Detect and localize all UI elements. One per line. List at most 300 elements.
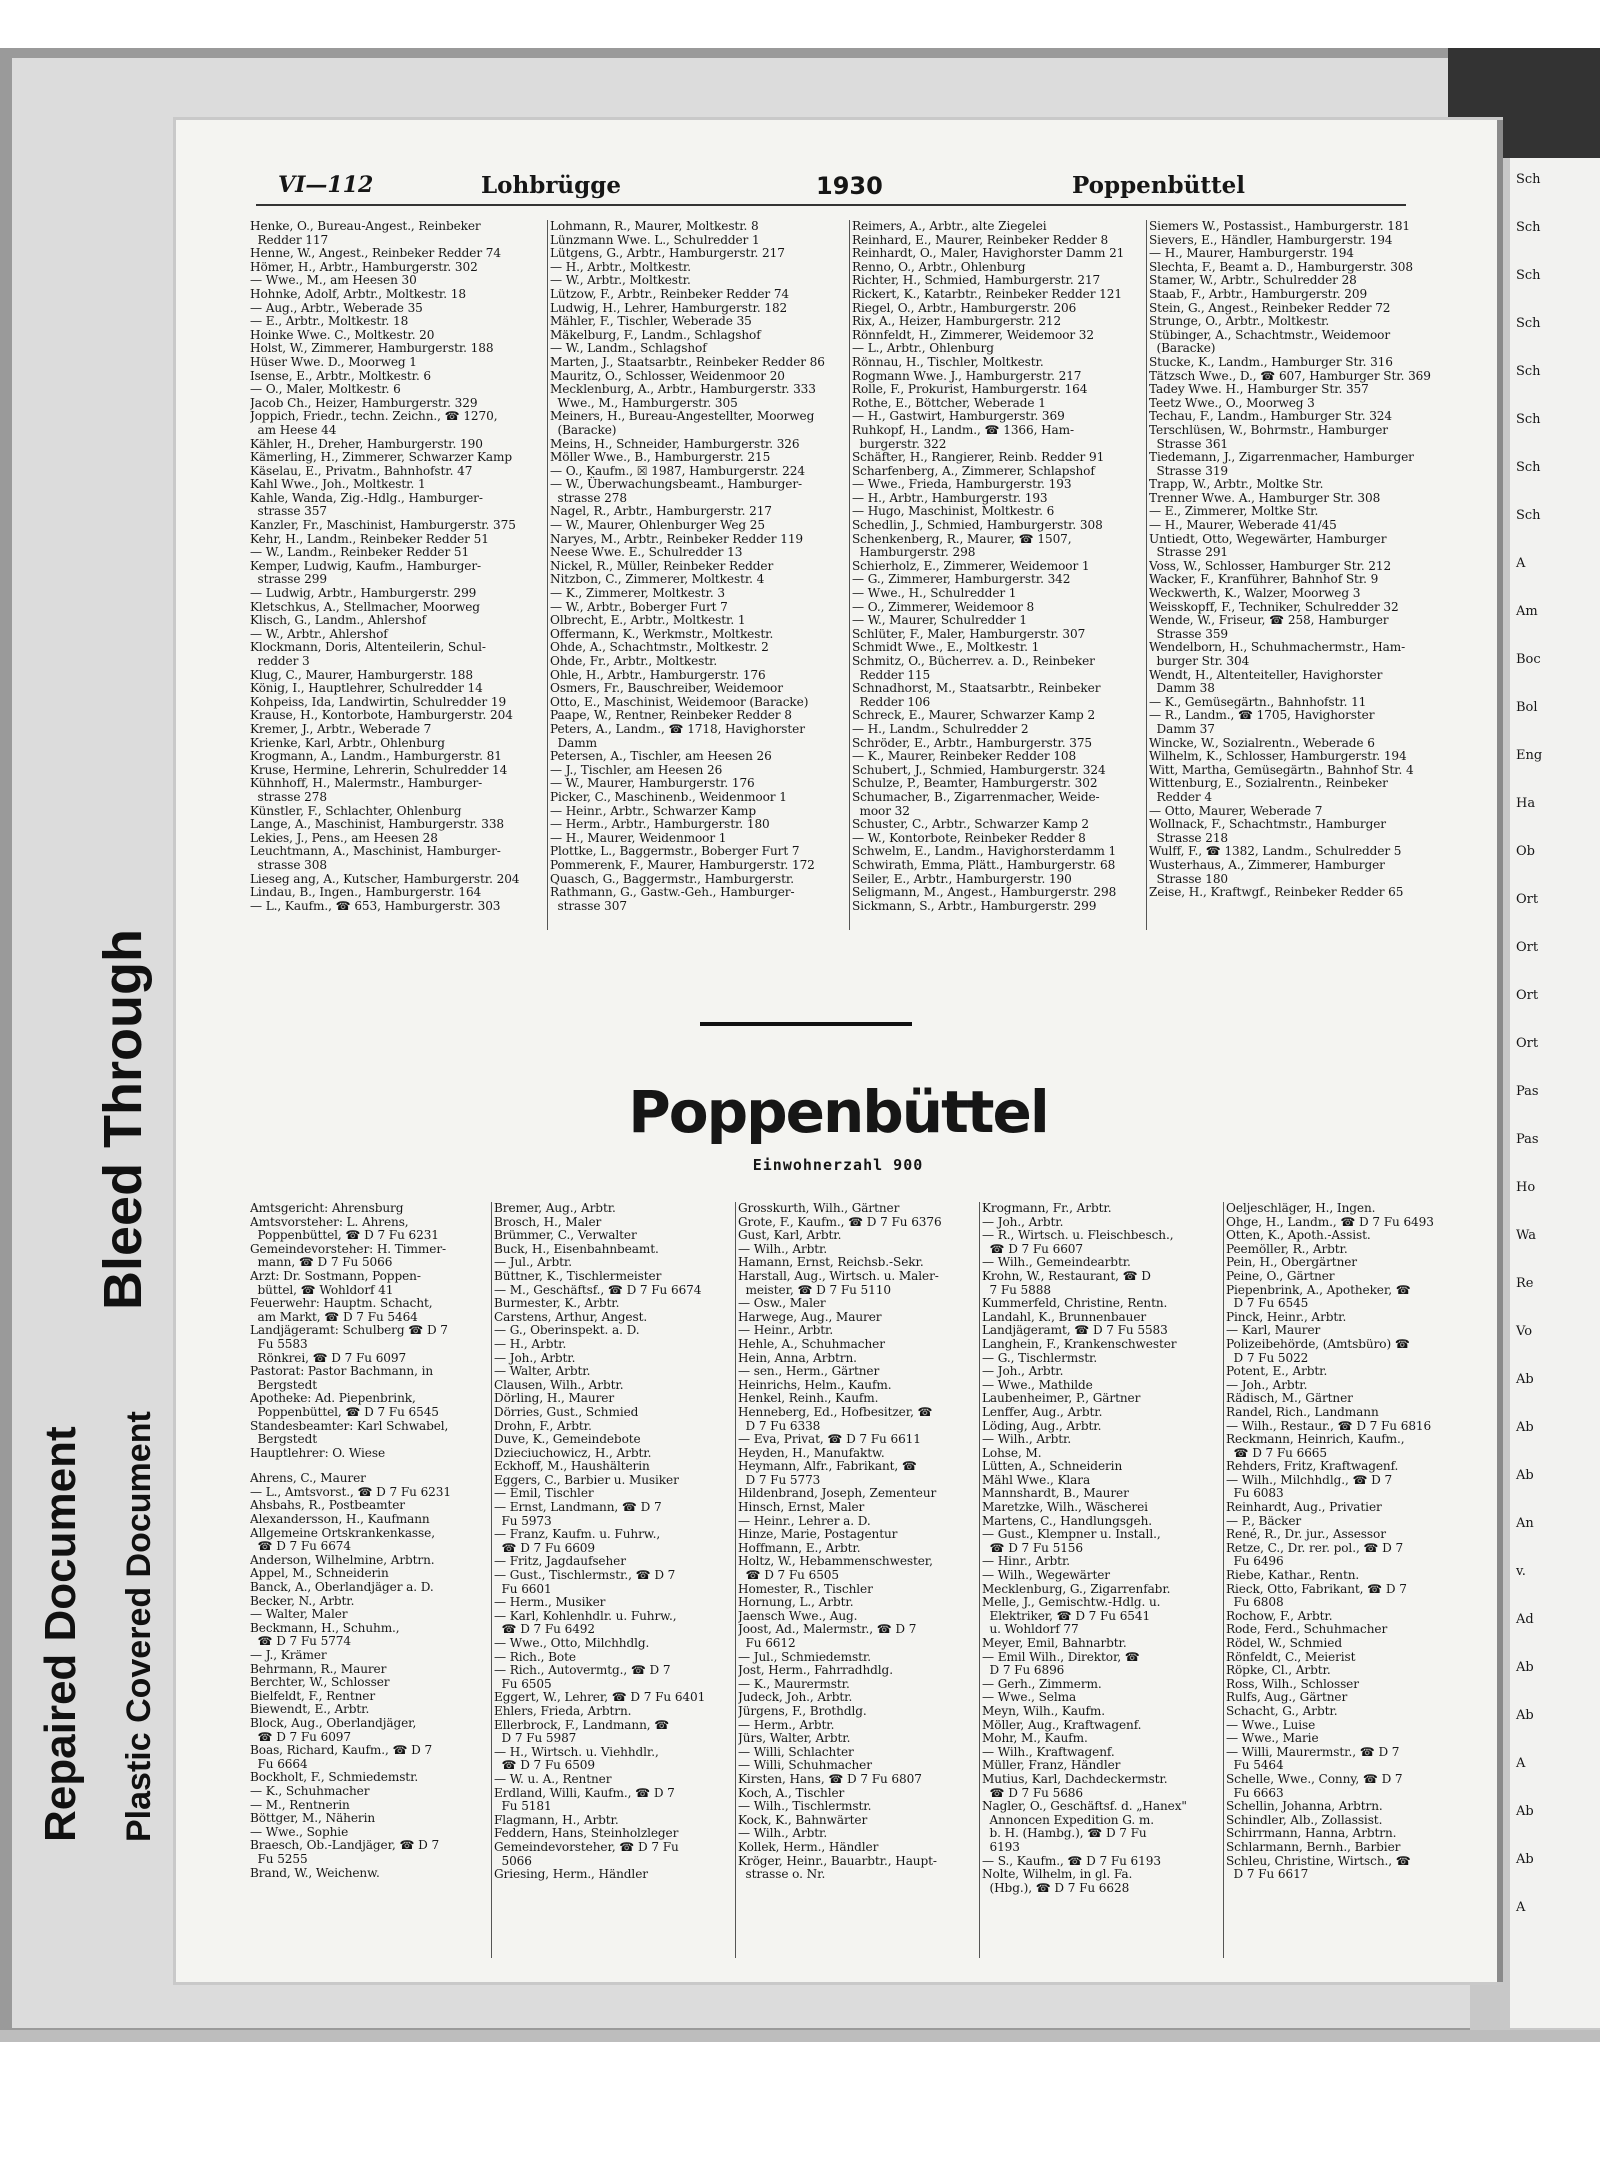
directory-entry-line: Fu 5181 [494, 1799, 552, 1814]
directory-entry-line: — Emil Wilh., Direktor, ☎ [982, 1649, 1140, 1664]
directory-entry-line: — Gust., Tischlermstr., ☎ D 7 [494, 1568, 676, 1583]
directory-entry-line: Standesbeamter: Karl Schwabel, [250, 1418, 449, 1433]
directory-entry-line: — Eva, Privat, ☎ D 7 Fu 6611 [738, 1432, 921, 1447]
directory-entry-line: — Aug., Arbtr., Weberade 35 [250, 300, 423, 315]
directory-entry-line: Stamer, W., Arbtr., Schulredder 28 [1149, 273, 1357, 288]
directory-entry-line: Weisskopff, F., Techniker, Schulredder 32 [1149, 599, 1399, 614]
directory-entry-line: Weckwerth, K., Walzer, Moorweg 3 [1149, 586, 1361, 601]
directory-entry-line: — H., Arbtr., Moltkestr. [550, 259, 691, 274]
directory-entry-line: — H., Gastwirt, Hamburgerstr. 369 [852, 409, 1065, 424]
directory-entry-line: Schindler, Alb., Zollassist. [1226, 1812, 1383, 1827]
directory-entry-line: — Gerh., Zimmerm. [982, 1676, 1102, 1691]
directory-entry-line: Strasse 319 [1149, 463, 1229, 478]
directory-entry-line: Rönnau, H., Tischler, Moltkestr. [852, 354, 1044, 369]
directory-entry-line: Schulze, P., Beamter, Hamburgerstr. 302 [852, 776, 1098, 791]
directory-entry-line: Anderson, Wilhelmine, Arbtrn. [250, 1552, 435, 1567]
directory-entry-line: Elektriker, ☎ D 7 Fu 6541 [982, 1608, 1151, 1623]
directory-entry-line: Wusterhaus, A., Zimmerer, Hamburger [1149, 857, 1385, 872]
facing-page-fragment: Sch [1516, 412, 1541, 427]
column-divider [979, 1202, 980, 1958]
directory-entry-line: Lohse, M. [982, 1445, 1042, 1460]
directory-entry-line: Hinze, Marie, Postagentur [738, 1527, 898, 1542]
directory-entry-line: — O., Kaufm., ☒ 1987, Hamburgerstr. 224 [550, 463, 805, 478]
directory-entry-line: Fu 6083 [1226, 1486, 1284, 1501]
facing-page-fragment: A [1516, 1900, 1526, 1915]
directory-entry-line: Holst, W., Zimmerer, Hamburgerstr. 188 [250, 341, 494, 356]
facing-page-fragment: Eng [1516, 748, 1543, 763]
directory-entry-line: ☎ D 7 Fu 6492 [494, 1622, 595, 1637]
directory-entry-line: — Gust., Klempner u. Install., [982, 1527, 1161, 1542]
directory-entry-line: Ross, Wilh., Schlosser [1226, 1676, 1359, 1691]
directory-entry-line: u. Wohldorf 77 [982, 1622, 1079, 1637]
directory-entry-line: Kahl Wwe., Joh., Moltkestr. 1 [250, 477, 426, 492]
directory-entry-line: — W., Arbtr., Ahlershof [250, 626, 388, 641]
facing-page-fragment: A [1516, 556, 1526, 571]
directory-entry-line: Brosch, H., Maler [494, 1214, 602, 1229]
directory-entry-line: Lieseg ang, A., Kutscher, Hamburgerstr. 204 [250, 871, 520, 886]
directory-entry-line: Fu 6612 [738, 1636, 796, 1650]
directory-entry-line: — Wwe., Frieda, Hamburgerstr. 193 [852, 477, 1072, 492]
directory-entry-line: Amtsvorsteher: L. Ahrens, [250, 1214, 409, 1229]
directory-entry-line: — Ernst, Landmann, ☎ D 7 [494, 1500, 662, 1515]
directory-entry-line: — Jul., Arbtr. [494, 1255, 572, 1270]
directory-entry-line: Poppenbüttel, ☎ D 7 Fu 6231 [250, 1228, 439, 1243]
directory-entry-line: Schröder, E., Arbtr., Hamburgerstr. 375 [852, 735, 1093, 750]
directory-entry-line: Redder 4 [1149, 789, 1212, 804]
directory-entry-line: Petersen, A., Tischler, am Heesen 26 [550, 749, 772, 764]
directory-entry-line: Mähl Wwe., Klara [982, 1472, 1091, 1487]
scanner-bottom-edge [0, 2030, 1600, 2042]
directory-entry-line: Löding, Aug., Arbtr. [982, 1418, 1102, 1433]
directory-entry-line: Mäkelburg, F., Landm., Schlagshof [550, 327, 761, 342]
directory-entry-line: ☎ D 7 Fu 6665 [1226, 1445, 1327, 1460]
directory-entry-line: Slechta, F., Beamt a. D., Hamburgerstr. 308 [1149, 259, 1413, 274]
directory-entry-line: — W. u. A., Rentner [494, 1771, 612, 1786]
directory-entry-line: Clausen, Wilh., Arbtr. [494, 1377, 624, 1392]
directory-entry-line: — Willi, Schlachter [738, 1744, 854, 1759]
directory-entry-line: Mecklenburg, G., Zigarrenfabr. [982, 1581, 1171, 1596]
directory-entry-line: Kremer, J., Arbtr., Weberade 7 [250, 721, 432, 736]
directory-entry-line: Landjägeramt: Schulberg ☎ D 7 [250, 1323, 448, 1338]
directory-entry-line: — J., Krämer [250, 1648, 327, 1662]
directory-entry-line: Wendelborn, H., Schuhmachermstr., Ham- [1149, 640, 1406, 655]
directory-entry-line: Heyden, H., Manufaktw. [738, 1445, 885, 1460]
directory-entry-line: — K., Zimmerer, Moltkestr. 3 [550, 586, 725, 601]
directory-entry-line: Kahle, Wanda, Zig.-Hdlg., Hamburger- [250, 490, 483, 505]
directory-entry-line: Maretzke, Wilh., Wäscherei [982, 1500, 1148, 1515]
directory-entry-line: Heinrichs, Helm., Kaufm. [738, 1377, 892, 1392]
directory-entry-line: Eckhoff, M., Haushälterin [494, 1459, 650, 1474]
facing-page-fragment: Ort [1516, 988, 1539, 1003]
directory-entry-line: burger Str. 304 [1149, 654, 1250, 668]
directory-entry-line: Krogmann, A., Landm., Hamburgerstr. 81 [250, 749, 502, 764]
directory-entry-line: Fu 5973 [494, 1513, 552, 1528]
directory-entry-line: Gemeindevorsteher, ☎ D 7 Fu [494, 1839, 679, 1854]
directory-entry-line: — Hugo, Maschinist, Moltkestr. 6 [852, 504, 1055, 519]
plastic-covered-label: Plastic Covered Document [120, 1411, 158, 1842]
facing-page-fragment: Ha [1516, 796, 1536, 811]
directory-entry-line: Klug, C., Maurer, Hamburgerstr. 188 [250, 667, 473, 682]
facing-page-fragment: Ort [1516, 1036, 1539, 1051]
directory-entry-line: Ahsbahs, R., Postbeamter [250, 1498, 405, 1513]
directory-entry-line: Schumacher, B., Zigarrenmacher, Weide- [852, 789, 1100, 804]
directory-entry-line: Rieck, Otto, Fabrikant, ☎ D 7 [1226, 1581, 1407, 1596]
directory-entry-line: Feddern, Hans, Steinholzleger [494, 1826, 679, 1841]
directory-entry-line: (Baracke) [550, 422, 617, 437]
directory-entry-line: Rädisch, M., Gärtner [1226, 1391, 1353, 1406]
directory-entry-line: Reimers, A., Arbtr., alte Ziegelei [852, 220, 1047, 233]
directory-entry-line: Rochow, F., Arbtr. [1226, 1608, 1333, 1623]
directory-entry-line: Eggert, W., Lehrer, ☎ D 7 Fu 6401 [494, 1690, 706, 1705]
directory-entry-line: Hamann, Ernst, Reichsb.-Sekr. [738, 1255, 924, 1270]
directory-entry-line: Nolte, Wilhelm, in gl. Fa. [982, 1867, 1133, 1882]
directory-entry-line: — W., Maurer, Ohlenburger Weg 25 [550, 518, 765, 533]
facing-page-fragment: Sch [1516, 268, 1541, 283]
directory-entry-line: Lekies, J., Pens., am Heesen 28 [250, 830, 438, 845]
facing-page-fragment: Ab [1516, 1468, 1534, 1483]
directory-entry-line: burgerstr. 322 [852, 436, 947, 451]
directory-entry-line: — W., Maurer, Hamburgerstr. 176 [550, 776, 755, 791]
directory-entry-line: Harstall, Aug., Wirtsch. u. Maler- [738, 1268, 939, 1283]
directory-entry-line: Leuchtmann, A., Maschinist, Hamburger- [250, 844, 501, 859]
directory-entry-line: Neese Wwe. E., Schulredder 13 [550, 545, 743, 560]
directory-entry-line: Eggers, C., Barbier u. Musiker [494, 1472, 679, 1487]
directory-entry-line: Schleu, Christine, Wirtsch., ☎ [1226, 1853, 1411, 1868]
directory-entry-line: strasse 278 [250, 789, 327, 804]
directory-entry-line: strasse 307 [550, 898, 627, 913]
directory-entry-line: — sen., Herm., Gärtner [738, 1364, 880, 1379]
directory-entry-line: Kämerling, H., Zimmerer, Schwarzer Kamp [250, 450, 513, 465]
directory-entry-line: Bergstedt [250, 1377, 317, 1392]
directory-entry-line: Joppich, Friedr., techn. Zeichn., ☎ 1270, [250, 409, 498, 424]
facing-page-fragment: A [1516, 1756, 1526, 1771]
directory-entry-line: D 7 Fu 5773 [738, 1472, 821, 1487]
facing-page-fragment: Pas [1516, 1132, 1539, 1147]
directory-entry-line: Nickel, R., Müller, Reinbeker Redder [550, 558, 774, 573]
directory-entry-line: — Emil, Tischler [494, 1486, 594, 1501]
directory-entry-line: Rönnfeldt, H., Zimmerer, Weidemoor 32 [852, 327, 1094, 342]
directory-entry-line: Lenffer, Aug., Arbtr. [982, 1404, 1103, 1419]
directory-entry-line: Hoinke Wwe. C., Moltkestr. 20 [250, 327, 435, 342]
directory-entry-line: Hornung, L., Arbtr. [738, 1595, 854, 1610]
directory-entry-line: Randel, Rich., Landmann [1226, 1404, 1379, 1419]
directory-entry-line: — Wwe., M., am Heesen 30 [250, 273, 417, 288]
directory-entry-line: Bockholt, F., Schmiedemstr. [250, 1770, 419, 1785]
directory-entry-line: — Walter, Maler [250, 1607, 348, 1622]
directory-entry-line: Rödel, W., Schmied [1226, 1636, 1342, 1650]
directory-entry-line: Bremer, Aug., Arbtr. [494, 1202, 616, 1215]
facing-page-fragment: Ab [1516, 1804, 1534, 1819]
directory-entry-line: Reinhardt, O., Maler, Havighorster Damm 21 [852, 246, 1125, 261]
directory-entry-line: Schwelm, E., Landm., Havighorsterdamm 1 [852, 844, 1117, 859]
header-rule [256, 204, 1406, 206]
directory-entry-line: Böttger, M., Näherin [250, 1811, 376, 1826]
directory-entry-line: Burmester, K., Arbtr. [494, 1296, 620, 1311]
directory-entry-line: Olbrecht, E., Arbtr., Moltkestr. 1 [550, 613, 746, 628]
directory-entry-line: Künstler, F., Schlachter, Ohlenburg [250, 803, 462, 818]
directory-entry-line: Mutius, Karl, Dachdeckermstr. [982, 1771, 1168, 1786]
directory-entry-line: Meiners, H., Bureau-Angestellter, Moorweg [550, 409, 815, 424]
directory-entry-line: Zeise, H., Kraftwgf., Reinbeker Redder 65 [1149, 885, 1404, 900]
directory-entry-line: — G., Tischlermstr. [982, 1350, 1098, 1365]
directory-entry-line: Rönfeldt, C., Meierist [1226, 1649, 1356, 1664]
directory-entry-line: Wulff, F., ☎ 1382, Landm., Schulredder 5 [1149, 844, 1402, 859]
section-title: Poppenbüttel [628, 1078, 1048, 1146]
directory-entry-line: Schwirath, Emma, Plätt., Hamburgerstr. 68 [852, 857, 1116, 872]
directory-entry-line: büttel, ☎ Wohldorf 41 [250, 1282, 394, 1297]
facing-page-fragment: Sch [1516, 508, 1541, 523]
directory-entry-line: Büttner, K., Tischlermeister [494, 1268, 662, 1283]
bottom-column-4 [982, 1202, 1222, 1895]
facing-page-fragment: Ad [1516, 1612, 1534, 1627]
directory-entry-line: Fu 5255 [250, 1851, 308, 1866]
directory-entry-line: Poppenbüttel, ☎ D 7 Fu 6545 [250, 1404, 439, 1419]
directory-entry-line: Dörling, H., Maurer [494, 1391, 614, 1406]
directory-entry-line: — H., Wirtsch. u. Viehhdlr., [494, 1744, 659, 1759]
directory-entry-line: Pastorat: Pastor Bachmann, in [250, 1364, 434, 1379]
directory-entry-line: Banck, A., Oberlandjäger a. D. [250, 1580, 434, 1595]
directory-entry-line: (Baracke) [1149, 341, 1216, 356]
directory-entry-line: Hüser Wwe. D., Moorweg 1 [250, 354, 417, 369]
directory-entry-line: Wwe., M., Hamburgerstr. 305 [550, 395, 738, 410]
directory-entry-line: Rathmann, G., Gastw.-Geh., Hamburger- [550, 885, 795, 900]
facing-page-fragment: Boc [1516, 652, 1541, 667]
directory-entry-line: Meyer, Emil, Bahnarbtr. [982, 1636, 1127, 1650]
directory-entry-line: — E., Zimmerer, Moltke Str. [1149, 504, 1319, 519]
directory-entry-line: Naryes, M., Arbtr., Reinbeker Redder 119 [550, 531, 804, 546]
directory-entry-line: Krohn, W., Restaurant, ☎ D [982, 1268, 1151, 1283]
directory-entry-line: — Herm., Arbtr., Hamburgerstr. 180 [550, 817, 770, 832]
directory-entry-line: — R., Landm., ☎ 1705, Havighorster [1149, 708, 1375, 723]
directory-entry-line: strasse 357 [250, 504, 327, 519]
directory-entry-line: Lünzmann Wwe. L., Schulredder 1 [550, 232, 760, 247]
header-right-town: Poppenbüttel [1072, 172, 1245, 199]
directory-entry-line: Dörries, Gust., Schmied [494, 1404, 639, 1419]
directory-entry-line: — H., Landm., Schulredder 2 [852, 721, 1029, 736]
directory-entry-line: Stucke, K., Landm., Hamburger Str. 316 [1149, 354, 1393, 369]
facing-page-fragment: Sch [1516, 220, 1541, 235]
directory-entry-line: strasse 308 [250, 857, 327, 872]
directory-entry-line: Becker, N., Arbtr. [250, 1593, 355, 1608]
facing-page-fragment: Sch [1516, 364, 1541, 379]
directory-entry-line: Möller Wwe., B., Hamburgerstr. 215 [550, 450, 771, 465]
facing-page-fragment: Ab [1516, 1420, 1534, 1435]
directory-entry-line: Gemeindevorsteher: H. Timmer- [250, 1241, 446, 1256]
directory-entry-line: Schellin, Johanna, Arbtrn. [1226, 1799, 1383, 1814]
directory-entry-line: Allgemeine Ortskrankenkasse, [250, 1525, 435, 1540]
directory-entry-line: Isense, E., Arbtr., Moltkestr. 6 [250, 368, 432, 383]
directory-entry-line: — Joh., Arbtr. [494, 1350, 576, 1365]
directory-entry-line: — Karl, Maurer [1226, 1323, 1321, 1338]
directory-entry-line: Piepenbrink, A., Apotheker, ☎ [1226, 1282, 1411, 1297]
directory-entry-line: — Joh., Arbtr. [982, 1364, 1064, 1379]
directory-entry-line: Damm 38 [1149, 681, 1215, 696]
bottom-column-1 [250, 1202, 490, 1880]
directory-entry-line: Müller, Franz, Händler [982, 1758, 1121, 1773]
directory-entry-line: Krienke, Karl, Arbtr., Ohlenburg [250, 735, 445, 750]
directory-entry-line: Behrmann, R., Maurer [250, 1661, 387, 1676]
directory-entry-line: Heymann, Alfr., Fabrikant, ☎ [738, 1459, 917, 1474]
directory-entry-line: Bielfeldt, F., Rentner [250, 1688, 376, 1703]
directory-entry-line: Judeck, Joh., Arbtr. [738, 1690, 853, 1705]
directory-entry-line: Jaensch Wwe., Aug. [738, 1608, 858, 1623]
directory-entry-line: ☎ D 7 Fu 6097 [250, 1729, 351, 1744]
directory-entry-line: ☎ D 7 Fu 6607 [982, 1241, 1083, 1256]
directory-entry-line: — P., Bäcker [1226, 1513, 1302, 1528]
directory-entry-line: Reinhard, E., Maurer, Reinbeker Redder 8 [852, 232, 1109, 247]
directory-entry-line: — S., Kaufm., ☎ D 7 Fu 6193 [982, 1853, 1161, 1868]
directory-entry-line: — H., Arbtr. [494, 1336, 567, 1351]
directory-entry-line: — M., Rentnerin [250, 1797, 350, 1812]
directory-entry-line: Joost, Ad., Malermstr., ☎ D 7 [738, 1622, 917, 1637]
directory-entry-line: Polizeibehörde, (Amtsbüro) ☎ [1226, 1336, 1410, 1351]
facing-page-fragment: Ho [1516, 1180, 1536, 1195]
directory-entry-line: Gust, Karl, Arbtr. [738, 1228, 842, 1243]
directory-entry-line: D 7 Fu 6338 [738, 1418, 821, 1433]
directory-entry-line: strasse o. Nr. [738, 1867, 826, 1882]
directory-entry-line: Berchter, W., Schlosser [250, 1675, 390, 1690]
directory-entry-line: — G., Zimmerer, Hamburgerstr. 342 [852, 572, 1071, 587]
directory-entry-line: ☎ D 7 Fu 6509 [494, 1758, 595, 1773]
directory-entry-line: Klisch, G., Landm., Ahlershof [250, 613, 426, 628]
directory-entry-line: Techau, F., Landm., Hamburger Str. 324 [1149, 409, 1392, 424]
column-divider [491, 1202, 492, 1958]
directory-entry-line: redder 3 [250, 654, 310, 668]
column-divider [547, 220, 548, 930]
directory-entry-line: — Wilh., Arbtr. [982, 1432, 1072, 1447]
directory-entry-line: — Wwe., Marie [1226, 1731, 1319, 1746]
directory-entry-line: Drohn, F., Arbtr. [494, 1418, 592, 1433]
directory-entry-line: Stübinger, A., Schachtmstr., Weidemoor [1149, 327, 1391, 342]
directory-entry-line: Fu 6505 [494, 1676, 552, 1691]
directory-entry-line: Seligmann, M., Angest., Hamburgerstr. 298 [852, 885, 1117, 900]
directory-entry-line: Landjägeramt, ☎ D 7 Fu 5583 [982, 1323, 1168, 1338]
directory-entry-line: König, I., Hauptlehrer, Schulredder 14 [250, 681, 483, 696]
directory-entry-line: ☎ D 7 Fu 5156 [982, 1540, 1083, 1555]
directory-entry-line: Hohnke, Adolf, Arbtr., Moltkestr. 18 [250, 286, 466, 301]
directory-entry-line: — H., Maurer, Weberade 41/45 [1149, 518, 1337, 533]
directory-entry-line: Schenkenberg, R., Maurer, ☎ 1507, [852, 531, 1072, 546]
directory-entry-line: Henne, W., Angest., Reinbeker Redder 74 [250, 246, 501, 261]
directory-entry-line: — Otto, Maurer, Weberade 7 [1149, 803, 1323, 818]
directory-entry-line: Buck, H., Eisenbahnbeamt. [494, 1241, 659, 1256]
directory-entry-line: — Joh., Arbtr. [982, 1214, 1064, 1229]
directory-entry-line: Mähler, F., Tischler, Weberade 35 [550, 314, 752, 329]
directory-entry-line: Fu 6808 [1226, 1595, 1284, 1610]
directory-entry-line: Fu 6601 [494, 1581, 552, 1596]
directory-entry-line: strasse 299 [250, 572, 327, 587]
directory-entry-line: Strasse 361 [1149, 436, 1229, 451]
directory-entry-line: D 7 Fu 6896 [982, 1663, 1065, 1678]
directory-entry-line: Annoncen Expedition G. m. [982, 1812, 1154, 1827]
directory-entry-line: Hildenbrand, Joseph, Zementeur [738, 1486, 937, 1501]
directory-entry-line: Fu 5464 [1226, 1758, 1284, 1773]
directory-entry-line: am Markt, ☎ D 7 Fu 5464 [250, 1309, 418, 1324]
directory-entry-line: — Wwe., Selma [982, 1690, 1077, 1705]
directory-entry-line: — Herm., Musiker [494, 1595, 606, 1610]
directory-entry-line: Apotheke: Ad. Piepenbrink, [250, 1391, 416, 1406]
directory-entry-line: Dzieciuchowicz, H., Arbtr. [494, 1445, 652, 1460]
directory-entry-line: Strasse 218 [1149, 830, 1229, 845]
directory-entry-line: Amtsgericht: Ahrensburg [250, 1202, 404, 1215]
directory-entry-line: Ohle, H., Arbtr., Hamburgerstr. 176 [550, 667, 766, 682]
directory-entry-line: — Ludwig, Arbtr., Hamburgerstr. 299 [250, 586, 477, 601]
directory-entry-line: Meins, H., Schneider, Hamburgerstr. 326 [550, 436, 800, 451]
facing-page-fragment: Pas [1516, 1084, 1539, 1099]
directory-entry-line: 7 Fu 5888 [982, 1282, 1051, 1297]
directory-entry-line: Terschlüsen, W., Bohrmstr., Hamburger [1149, 422, 1388, 437]
directory-entry-line: Schmidt Wwe., E., Moltkestr. 1 [852, 640, 1040, 655]
directory-entry-line: Otten, K., Apoth.-Assist. [1226, 1228, 1371, 1243]
directory-entry-line: Lütten, A., Schneiderin [982, 1459, 1123, 1474]
directory-entry-line: Osmers, Fr., Bauschreiber, Weidemoor [550, 681, 783, 696]
directory-entry-line: Kehr, H., Landm., Reinbeker Redder 51 [250, 531, 489, 546]
directory-entry-line: Siemers W., Postassist., Hamburgerstr. 181 [1149, 220, 1411, 233]
facing-page-fragment: Ob [1516, 844, 1535, 859]
directory-entry-line: Reckmann, Heinrich, Kaufm., [1226, 1432, 1405, 1447]
directory-entry-line: Kirsten, Hans, ☎ D 7 Fu 6807 [738, 1771, 922, 1786]
directory-entry-line: Hoffmann, E., Arbtr. [738, 1540, 861, 1555]
directory-entry-line: — Wwe., Sophie [250, 1824, 349, 1839]
directory-entry-line: Strasse 291 [1149, 545, 1229, 560]
directory-entry-line: Peemöller, R., Arbtr. [1226, 1241, 1348, 1256]
directory-entry-line: Strasse 180 [1149, 871, 1229, 886]
directory-entry-line: Schedlin, J., Schmied, Hamburgerstr. 308 [852, 518, 1103, 533]
directory-entry-line: — Heinr., Arbtr., Schwarzer Kamp [550, 803, 756, 818]
directory-entry-line: Schnadhorst, M., Staatsarbtr., Reinbeker [852, 681, 1101, 696]
directory-entry-line: Mannshardt, B., Maurer [982, 1486, 1129, 1501]
directory-entry-line: Appel, M., Schneiderin [250, 1566, 389, 1581]
facing-page-fragment: Am [1516, 604, 1538, 619]
directory-entry-line: — H., Maurer, Hamburgerstr. 194 [1149, 246, 1354, 261]
directory-entry-line: Ehlers, Frieda, Arbtrn. [494, 1703, 632, 1718]
directory-entry-line: Schlarmann, Bernh., Barbier [1226, 1839, 1401, 1854]
facing-page-fragment: Sch [1516, 316, 1541, 331]
directory-entry-line: — Franz, Kaufm. u. Fuhrw., [494, 1527, 661, 1542]
directory-entry-line: ☎ D 7 Fu 6609 [494, 1540, 595, 1555]
directory-entry-line: Riegel, O., Arbtr., Hamburgerstr. 206 [852, 300, 1077, 315]
directory-entry-line: Hinsch, Ernst, Maler [738, 1500, 865, 1515]
directory-entry-line: Mohr, M., Kaufm. [982, 1731, 1088, 1746]
directory-entry-line: Witt, Martha, Gemüsegärtn., Bahnhof Str. 4 [1149, 762, 1414, 777]
facing-page-fragment: Re [1516, 1276, 1534, 1291]
directory-entry-line: Alexandersson, H., Kaufmann [250, 1512, 430, 1527]
directory-entry-line: Ohge, H., Landm., ☎ D 7 Fu 6493 [1226, 1214, 1434, 1229]
directory-entry-line: — J., Tischler, am Heesen 26 [550, 762, 723, 777]
directory-entry-line: Damm [550, 735, 597, 750]
directory-entry-line: Lohmann, R., Maurer, Moltkestr. 8 [550, 220, 759, 233]
directory-entry-line: — Joh., Arbtr. [1226, 1377, 1308, 1392]
directory-entry-line: Schubert, J., Schmied, Hamburgerstr. 324 [852, 762, 1106, 777]
bottom-column-3 [738, 1202, 978, 1882]
directory-entry-line: Brümmer, C., Verwalter [494, 1228, 637, 1243]
directory-entry-line: Biewendt, E., Arbtr. [250, 1702, 370, 1717]
directory-entry-line: Schmitz, O., Bücherrev. a. D., Reinbeker [852, 654, 1095, 668]
facing-page-fragment: Ab [1516, 1372, 1534, 1387]
facing-page-fragment: Bol [1516, 700, 1538, 715]
directory-entry-line: Schierholz, E., Zimmerer, Weidemoor 1 [852, 558, 1090, 573]
directory-entry-line: Braesch, Ob.-Landjäger, ☎ D 7 [250, 1838, 440, 1853]
directory-entry-line: — M., Geschäftsf., ☎ D 7 Fu 6674 [494, 1282, 702, 1297]
directory-entry-line: Sickmann, S., Arbtr., Hamburgerstr. 299 [852, 898, 1097, 913]
directory-entry-line: Strunge, O., Arbtr., Moltkestr. [1149, 314, 1330, 329]
directory-entry-line: Pein, H., Obergärtner [1226, 1255, 1357, 1270]
directory-entry-line: Rulfs, Aug., Gärtner [1226, 1690, 1348, 1705]
directory-entry-line: — W., Arbtr., Moltkestr. [550, 273, 691, 288]
directory-entry-line: — Walter, Arbtr. [494, 1364, 591, 1379]
directory-entry-line: Hein, Anna, Arbtrn. [738, 1350, 857, 1365]
directory-entry-line: — H., Maurer, Weidenmoor 1 [550, 830, 727, 845]
